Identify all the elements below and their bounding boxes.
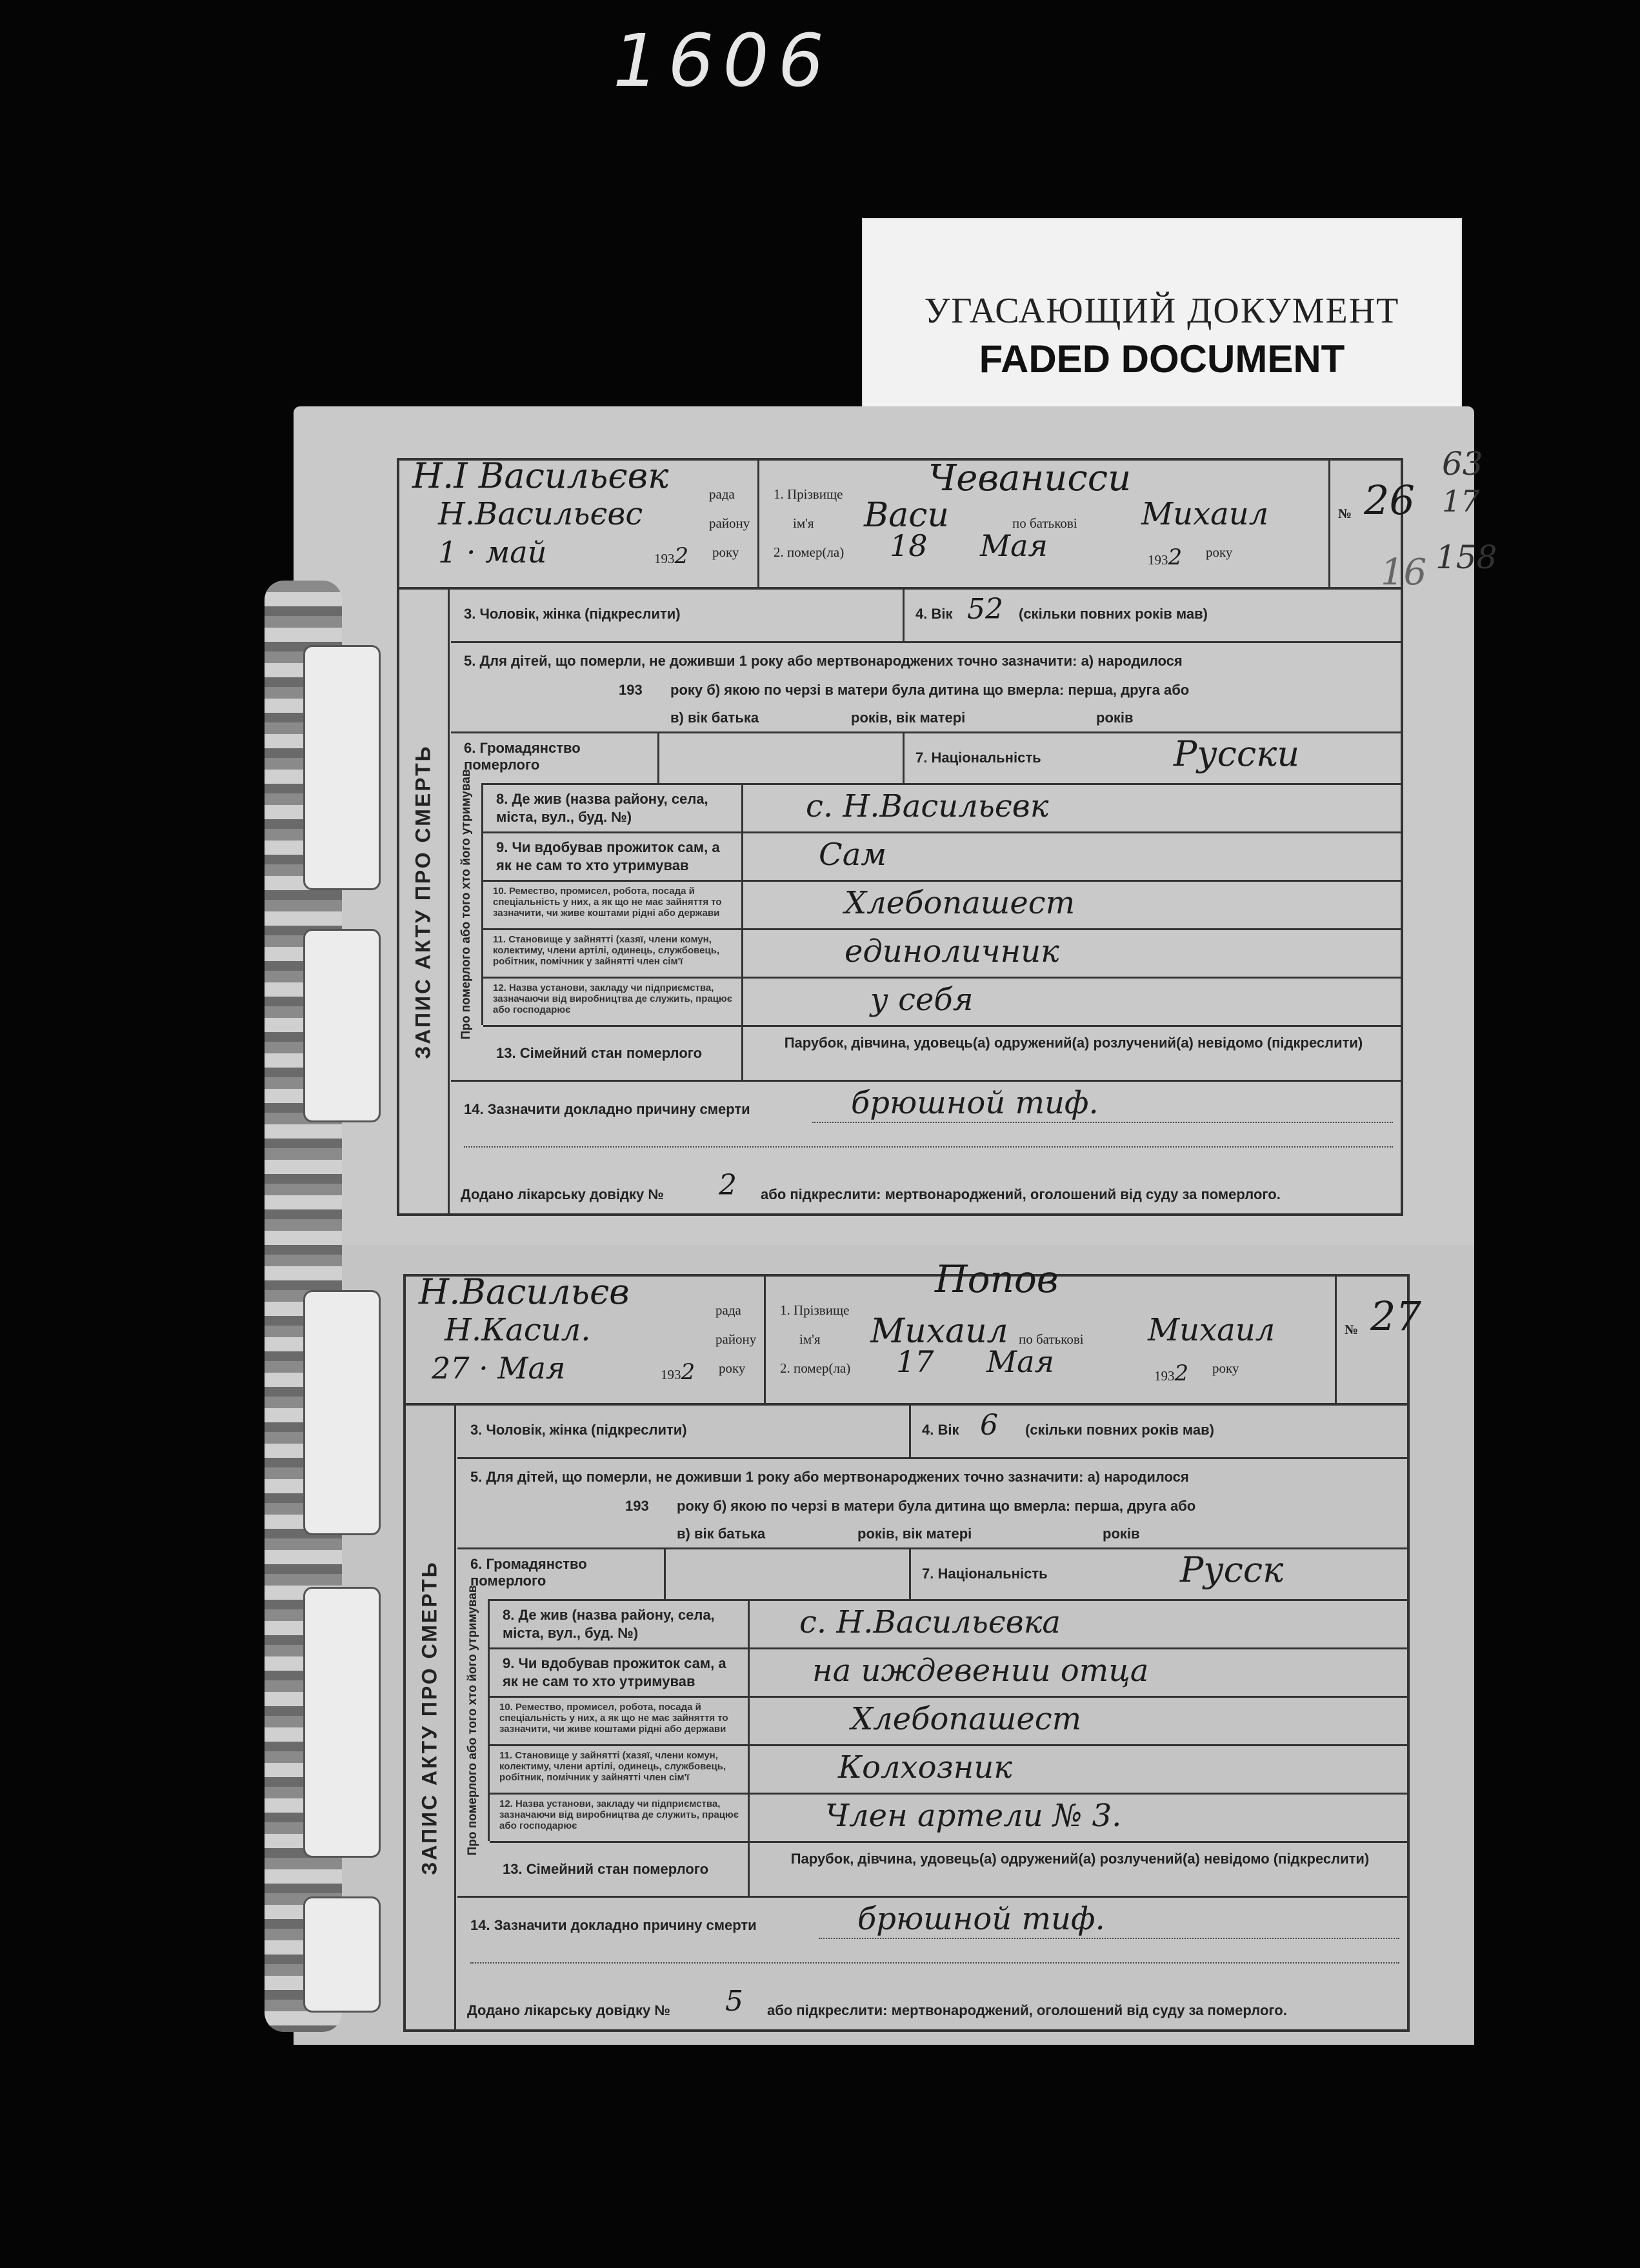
answer-divider (748, 1795, 750, 1841)
answer-divider (741, 930, 743, 977)
header-divider (764, 1277, 766, 1403)
row-q10 (490, 1696, 1407, 1744)
death-month: Мая (986, 1344, 1054, 1379)
death-year: 1932 (1148, 544, 1183, 570)
record-number: 26 (1364, 477, 1415, 524)
death-label: 2. помер(ла) (774, 544, 845, 560)
q4-note: (скільки повних років мав) (1019, 606, 1208, 622)
row-q8 (490, 1599, 1407, 1647)
row-footer (406, 1967, 1407, 2034)
side-sub-label: Про померлого або того хто його утримував (457, 1599, 490, 1841)
binding-tab (303, 1587, 381, 1858)
name-value: Васи (864, 496, 949, 535)
q5-text-d: років, вік матері (857, 1526, 972, 1542)
answer-divider (741, 833, 743, 880)
q12-label: 12. Назва установи, закладу чи підприємства, зазначаючи від виробництва де служить, працює або господарює (499, 1798, 739, 1831)
death-roku: року (1212, 1360, 1239, 1376)
answer-divider (741, 785, 743, 831)
q13-options: Парубок, дівчина, удовець(а) одружений(а) розлучений(а) невідомо (підкреслити) (790, 1851, 1370, 1867)
patronymic-value: Михаил (1141, 496, 1269, 532)
q5-text-e: років (1096, 710, 1134, 726)
q5-text-a: 5. Для дітей, що померли, не доживши 1 року або мертвонароджених точно зазначити: а) народилося (470, 1469, 1189, 1485)
rada-label: рада (709, 486, 735, 502)
cause-line (812, 1122, 1393, 1123)
q7-divider (903, 733, 905, 783)
footer-text-b: або підкреслити: мертвонароджений, оголошений від суду за померлого. (761, 1186, 1281, 1202)
q10-label: 10. Ремество, промисел, робота, посада й спеціальність у них, а як що не має зайняття то зазначити, чи живе коштами рідні або держави (499, 1702, 728, 1735)
patronymic-value: Михаил (1148, 1312, 1275, 1348)
raion-label: району (709, 515, 750, 531)
institution-value: Член артели № 3. (825, 1798, 1122, 1834)
binding-tab (303, 645, 381, 890)
answer-divider (741, 979, 743, 1025)
occupation-value: Хлебопашест (851, 1701, 1082, 1737)
roku-label: року (719, 1360, 746, 1376)
answer-divider (741, 882, 743, 928)
q3-divider (903, 590, 905, 641)
occupation-value: Хлебопашест (845, 885, 1075, 921)
q5-year: 193 (619, 682, 643, 698)
q5-text-d: років, вік матері (851, 710, 966, 726)
q7-label: 7. Національність (915, 750, 1041, 766)
death-year: 1932 (1154, 1360, 1189, 1386)
rada-label: рада (715, 1302, 741, 1318)
institution-value: у себя (870, 982, 974, 1018)
cause-line (819, 1938, 1399, 1939)
faded-label-ru: УГАСАЮЩИЙ ДОКУМЕНТ (924, 291, 1400, 331)
row-q3-q4 (457, 1406, 1407, 1457)
side-label: ЗАПИС АКТУ ПРО СМЕРТЬ (398, 590, 450, 1213)
q6-label: 6. Громадянство померлого (470, 1556, 587, 1589)
q11-label: 11. Становище у зайнятті (хазяї, члени комун, колектиму, члени артілі, одинець, службовець, робітник, помічник у зайнятті член сім'ї (493, 934, 720, 967)
death-record-2 (403, 1257, 1421, 2032)
side-sub-label: Про померлого або того хто його утримував (451, 783, 483, 1025)
row-q9 (483, 831, 1401, 880)
answer-divider (748, 1601, 750, 1647)
header-divider (757, 461, 759, 587)
death-label: 2. помер(ла) (780, 1360, 851, 1376)
answer-divider (741, 1027, 743, 1080)
row-q8 (483, 783, 1401, 831)
q5-text-a: 5. Для дітей, що померли, не доживши 1 року або мертвонароджених точно зазначити: а) народилося (464, 653, 1183, 669)
roku-label: року (712, 544, 739, 560)
q5-text-c: в) вік батька (677, 1526, 766, 1542)
number-divider (1328, 461, 1330, 587)
support-value: Сам (819, 837, 887, 873)
margin-note: 17 (1442, 484, 1480, 519)
row-q12 (483, 977, 1401, 1025)
q3-label: 3. Чоловік, жінка (підкреслити) (470, 1422, 687, 1438)
death-day: 18 (890, 528, 928, 563)
name-value: Михаил (870, 1312, 1008, 1351)
answer-divider (748, 1746, 750, 1793)
cause-line (464, 1146, 1393, 1148)
nationality-value: Русски (1174, 733, 1300, 774)
q5-text-e: років (1103, 1526, 1140, 1542)
q8-label: 8. Де жив (назва району, села, міста, вул., буд. №) (503, 1607, 715, 1641)
q9-label: 9. Чи вдобував прожиток сам, а як не сам то хто утримував (496, 839, 720, 873)
q7-label: 7. Національність (922, 1566, 1048, 1582)
answer-divider (748, 1843, 750, 1896)
binding-tab (303, 929, 381, 1122)
row-q12 (490, 1793, 1407, 1841)
reg-year: 1932 (661, 1359, 695, 1385)
q10-label: 10. Ремество, промисел, робота, посада й спеціальність у них, а як що не має зайняття то зазначити, чи живе коштами рідні або держави (493, 886, 722, 919)
name-label: ім'я (799, 1331, 821, 1347)
reg-year: 1932 (654, 543, 689, 569)
q3-label: 3. Чоловік, жінка (підкреслити) (464, 606, 681, 622)
margin-note: 16 (1381, 552, 1427, 593)
row-q3-q4 (451, 590, 1401, 641)
margin-note: 63 (1442, 445, 1483, 482)
residence-value: с. Н.Васильєвк (806, 788, 1049, 824)
row-q9 (490, 1647, 1407, 1696)
record-body (403, 1403, 1410, 2032)
footer-text-a: Додано лікарську довідку № (467, 2002, 670, 2018)
q14-label: 14. Зазначити докладно причину смерти (464, 1101, 750, 1117)
cause-value: брюшной тиф. (857, 1901, 1105, 1937)
q13-options: Парубок, дівчина, удовець(а) одружений(а) розлучений(а) невідомо (підкреслити) (784, 1035, 1363, 1051)
binding-tab (303, 1290, 381, 1535)
row-footer (399, 1151, 1401, 1219)
surname-value: Чеванисси (928, 457, 1132, 499)
q5-text-b: року б) якою по черзі в матери була дитина що вмерла: перша, друга або (677, 1498, 1196, 1514)
q5-year: 193 (625, 1498, 649, 1514)
row-q11 (483, 928, 1401, 977)
answer-divider (748, 1698, 750, 1744)
faded-document-label (862, 218, 1462, 412)
row-q5 (457, 1457, 1407, 1547)
q4-label: 4. Вік (915, 606, 953, 622)
q6-label: 6. Громадянство померлого (464, 740, 581, 773)
surname-label: 1. Прізвище (774, 486, 843, 502)
patronymic-label: по батькові (1019, 1331, 1084, 1347)
answer-divider (748, 1649, 750, 1696)
name-label: ім'я (793, 515, 814, 531)
row-q6-q7 (457, 1547, 1407, 1599)
q13-label: 13. Сімейний стан померлого (503, 1861, 709, 1877)
surname-value: Попов (935, 1257, 1059, 1301)
q11-label: 11. Становище у зайнятті (хазяї, члени комун, колектиму, члени артілі, одинець, службовець, робітник, помічник у зайнятті член сім'ї (499, 1750, 726, 1783)
record-body (397, 587, 1403, 1216)
raion-value: Н.Васильєвс (438, 496, 643, 532)
cause-line (470, 1962, 1399, 1964)
row-q14 (451, 1080, 1401, 1151)
q9-label: 9. Чи вдобував прожиток сам, а як не сам то хто утримував (503, 1655, 726, 1689)
q5-text-c: в) вік батька (670, 710, 759, 726)
raion-label: району (715, 1331, 757, 1347)
rada-value: Н.Васильєв (419, 1271, 630, 1312)
death-day: 17 (896, 1344, 934, 1379)
surname-label: 1. Прізвище (780, 1302, 850, 1318)
record-number: 27 (1370, 1293, 1421, 1340)
q4-note: (скільки повних років мав) (1025, 1422, 1214, 1438)
q4-label: 4. Вік (922, 1422, 959, 1438)
number-label: № (1345, 1322, 1359, 1337)
age-value: 52 (967, 593, 1003, 626)
binding-tab (303, 1896, 381, 2013)
number-divider (1335, 1277, 1337, 1403)
footer-text-a: Додано лікарську довідку № (461, 1186, 664, 1202)
number-label: № (1338, 506, 1352, 521)
status-value: единоличник (845, 933, 1059, 970)
q12-label: 12. Назва установи, закладу чи підприємства, зазначаючи від виробництва де служить, працює або господарює (493, 982, 733, 1015)
row-q13 (483, 1025, 1401, 1080)
residence-value: с. Н.Васильєвка (799, 1604, 1061, 1640)
row-q5 (451, 641, 1401, 731)
q7-divider (909, 1549, 911, 1599)
nationality-value: Русск (1180, 1549, 1284, 1590)
row-q11 (490, 1744, 1407, 1793)
record-header (403, 1257, 1421, 1403)
certificate-number: 2 (719, 1169, 737, 1202)
q14-label: 14. Зазначити докладно причину смерти (470, 1917, 757, 1933)
death-roku: року (1206, 544, 1233, 560)
status-value: Колхозник (838, 1749, 1012, 1786)
row-q6-q7 (451, 731, 1401, 783)
q13-label: 13. Сімейний стан померлого (496, 1045, 703, 1061)
q3-divider (909, 1406, 911, 1457)
frame-number: 1606 (613, 19, 834, 103)
side-label: ЗАПИС АКТУ ПРО СМЕРТЬ (405, 1406, 456, 2029)
q6-divider (664, 1549, 666, 1599)
footer-text-b: або підкреслити: мертвонароджений, оголошений від суду за померлого. (767, 2002, 1287, 2018)
q6-divider (657, 733, 659, 783)
age-value: 6 (980, 1409, 998, 1442)
q5-text-b: року б) якою по черзі в матери була дитина що вмерла: перша, друга або (670, 682, 1190, 698)
reg-date: 27 · Мая (432, 1351, 566, 1386)
q8-label: 8. Де жив (назва району, села, міста, вул., буд. №) (496, 791, 708, 825)
row-q10 (483, 880, 1401, 928)
patronymic-label: по батькові (1012, 515, 1077, 531)
faded-label-en: FADED DOCUMENT (979, 337, 1345, 381)
rada-value: Н.І Васильєвк (412, 455, 669, 496)
raion-value: Н.Касил. (445, 1312, 591, 1348)
margin-note: 158 (1435, 539, 1497, 576)
cause-value: брюшной тиф. (851, 1085, 1099, 1121)
support-value: на иждевении отца (812, 1653, 1149, 1689)
certificate-number: 5 (725, 1985, 743, 2018)
row-q14 (457, 1896, 1407, 1967)
death-month: Мая (980, 528, 1048, 563)
row-q13 (490, 1841, 1407, 1896)
reg-date: 1 · май (438, 535, 547, 570)
